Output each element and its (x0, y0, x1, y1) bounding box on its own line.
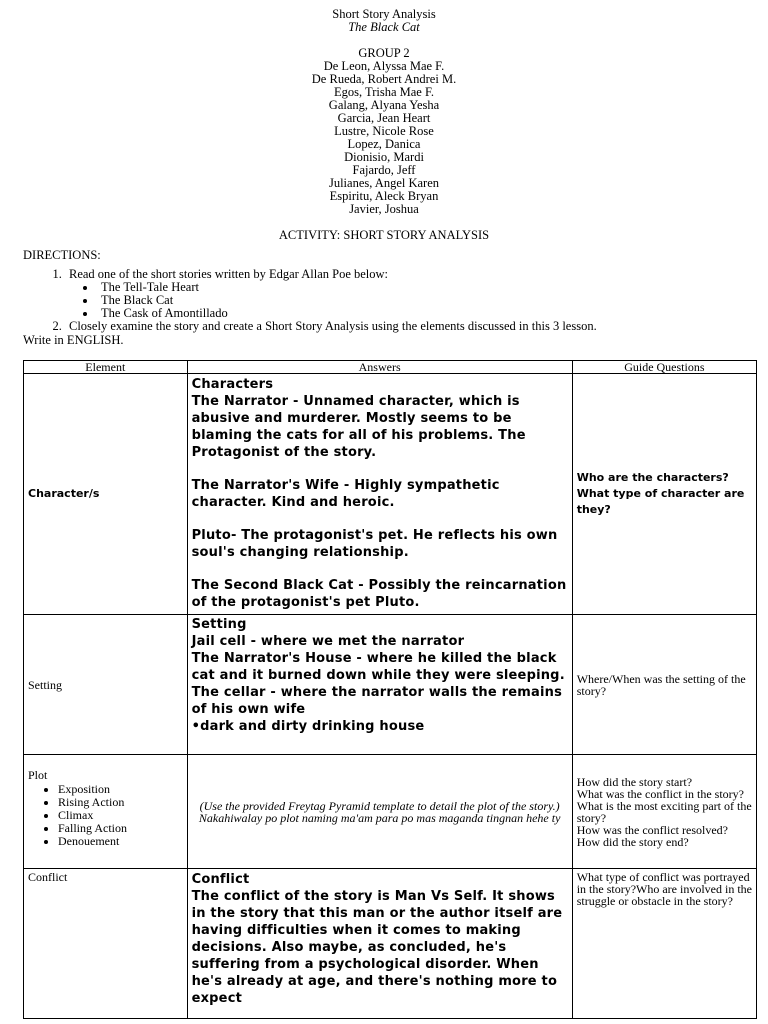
answer-line: •dark and dirty drinking house (191, 719, 425, 734)
answer-cell (187, 615, 572, 755)
plot-part: • Exposition (58, 783, 183, 796)
plot-part: • Rising Action (58, 796, 183, 809)
table-header-row (24, 361, 757, 374)
plot-note: Nakahiwalay po plot naming ma'am para po mas maganda tingnan hehe ty (198, 810, 561, 825)
member-name: Fajardo, Jeff (352, 163, 416, 177)
story-item: • The Black Cat (97, 294, 753, 307)
guide-cell: Where/When was the setting of the story? (572, 615, 756, 755)
element-cell: Character/s (24, 374, 188, 615)
answer-paragraph: The Narrator's Wife - Highly sympathetic character. Kind and heroic. (191, 478, 500, 510)
guide-cell (572, 755, 756, 869)
member-name: Lustre, Nicole Rose (334, 124, 434, 138)
member-name: Galang, Alyana Yesha (328, 98, 440, 112)
element-cell: Conflict (24, 869, 188, 1019)
direction-step (65, 268, 753, 320)
answer-heading: Conflict (191, 872, 250, 887)
plot-part: • Denouement (58, 835, 183, 848)
member-name: Javier, Joshua (349, 202, 419, 216)
doc-title: Short Story Analysis (332, 7, 436, 21)
answer-line: The cellar - where the narrator walls the remains of his own wife (191, 685, 563, 717)
plot-part: • Climax (58, 809, 183, 822)
guide-question: What is the most exciting part of the story? (576, 798, 752, 825)
directions-section (23, 249, 753, 333)
guide-question: How did the story end? (576, 834, 689, 849)
guide-question: How was the conflict resolved? (576, 822, 728, 837)
document-header (0, 8, 768, 216)
write-instruction: Write in ENGLISH. (23, 333, 124, 347)
plot-label: Plot (28, 768, 48, 782)
member-name: De Rueda, Robert Andrei M. (311, 72, 457, 86)
story-item: • The Cask of Amontillado (97, 307, 753, 320)
plot-instruction: (Use the provided Freytag Pyramid template to detail the plot of the story.) (199, 798, 560, 813)
member-name: De Leon, Alyssa Mae F. (323, 59, 445, 73)
answer-paragraph: Pluto- The protagonist's pet. He reflects his own soul's changing relationship. (191, 528, 558, 560)
table-row (24, 869, 757, 1019)
member-name: Espiritu, Aleck Bryan (329, 189, 439, 203)
direction-step: 2. Closely examine the story and create a Short Story Analysis using the elements discussed in this 3 lesson. (65, 320, 753, 333)
answer-cell (187, 869, 572, 1019)
analysis-table (23, 360, 757, 1019)
element-cell: Setting (24, 615, 188, 755)
element-cell (24, 755, 188, 869)
directions-list (23, 268, 753, 333)
column-header: Element (24, 361, 188, 374)
member-name: Garcia, Jean Heart (337, 111, 431, 125)
answer-cell (187, 755, 572, 869)
table-row (24, 615, 757, 755)
answer-line: Jail cell - where we met the narrator (191, 634, 465, 649)
plot-parts-list (28, 783, 183, 848)
guide-question: What type of character are they? (576, 487, 745, 516)
guide-cell: What type of conflict was portrayed in the story?Who are involved in the struggle or obstacle in the story? (572, 869, 756, 1019)
guide-question: Who are the characters? (576, 471, 729, 484)
guide-question: What was the conflict in the story? (576, 786, 744, 801)
answer-paragraph: The Second Black Cat - Possibly the reincarnation of the protagonist's pet Pluto. (191, 578, 567, 610)
answer-line: The Narrator's House - where he killed the black cat and it burned down while they were sleeping. (191, 651, 565, 683)
answer-heading: Setting (191, 617, 247, 632)
table-row (24, 755, 757, 869)
story-item: • The Tell-Tale Heart (97, 281, 753, 294)
member-name: Dionisio, Mardi (344, 150, 424, 164)
directions-label: DIRECTIONS: (23, 248, 101, 262)
column-header: Guide Questions (572, 361, 756, 374)
group-label: GROUP 2 (358, 46, 410, 60)
story-list (69, 281, 753, 320)
story-title: The Black Cat (348, 20, 420, 34)
answer-cell (187, 374, 572, 615)
answer-heading: Characters (191, 377, 274, 392)
activity-title: ACTIVITY: SHORT STORY ANALYSIS (278, 228, 490, 242)
direction-step-text: Read one of the short stories written by Edgar Allan Poe below: (69, 267, 389, 281)
member-name: Julianes, Angel Karen (328, 176, 440, 190)
table-row (24, 374, 757, 615)
column-header: Answers (187, 361, 572, 374)
member-name: Lopez, Danica (347, 137, 421, 151)
member-name: Egos, Trisha Mae F. (333, 85, 435, 99)
answer-paragraph: The Narrator - Unnamed character, which is abusive and murderer. Mostly seems to be blaming the cats for all of his problems. The Protagonist of the story. (191, 394, 526, 460)
plot-part: • Falling Action (58, 822, 183, 835)
answer-paragraph: The conflict of the story is Man Vs Self. It shows in the story that this man or the author itself are having difficulties when it comes to making decisions. Also maybe, as concluded, he's suffering from a psychological disorder. When he's already at age, and there's nothing more to expect (191, 889, 563, 1006)
guide-question: How did the story start? (576, 774, 693, 789)
guide-cell (572, 374, 756, 615)
